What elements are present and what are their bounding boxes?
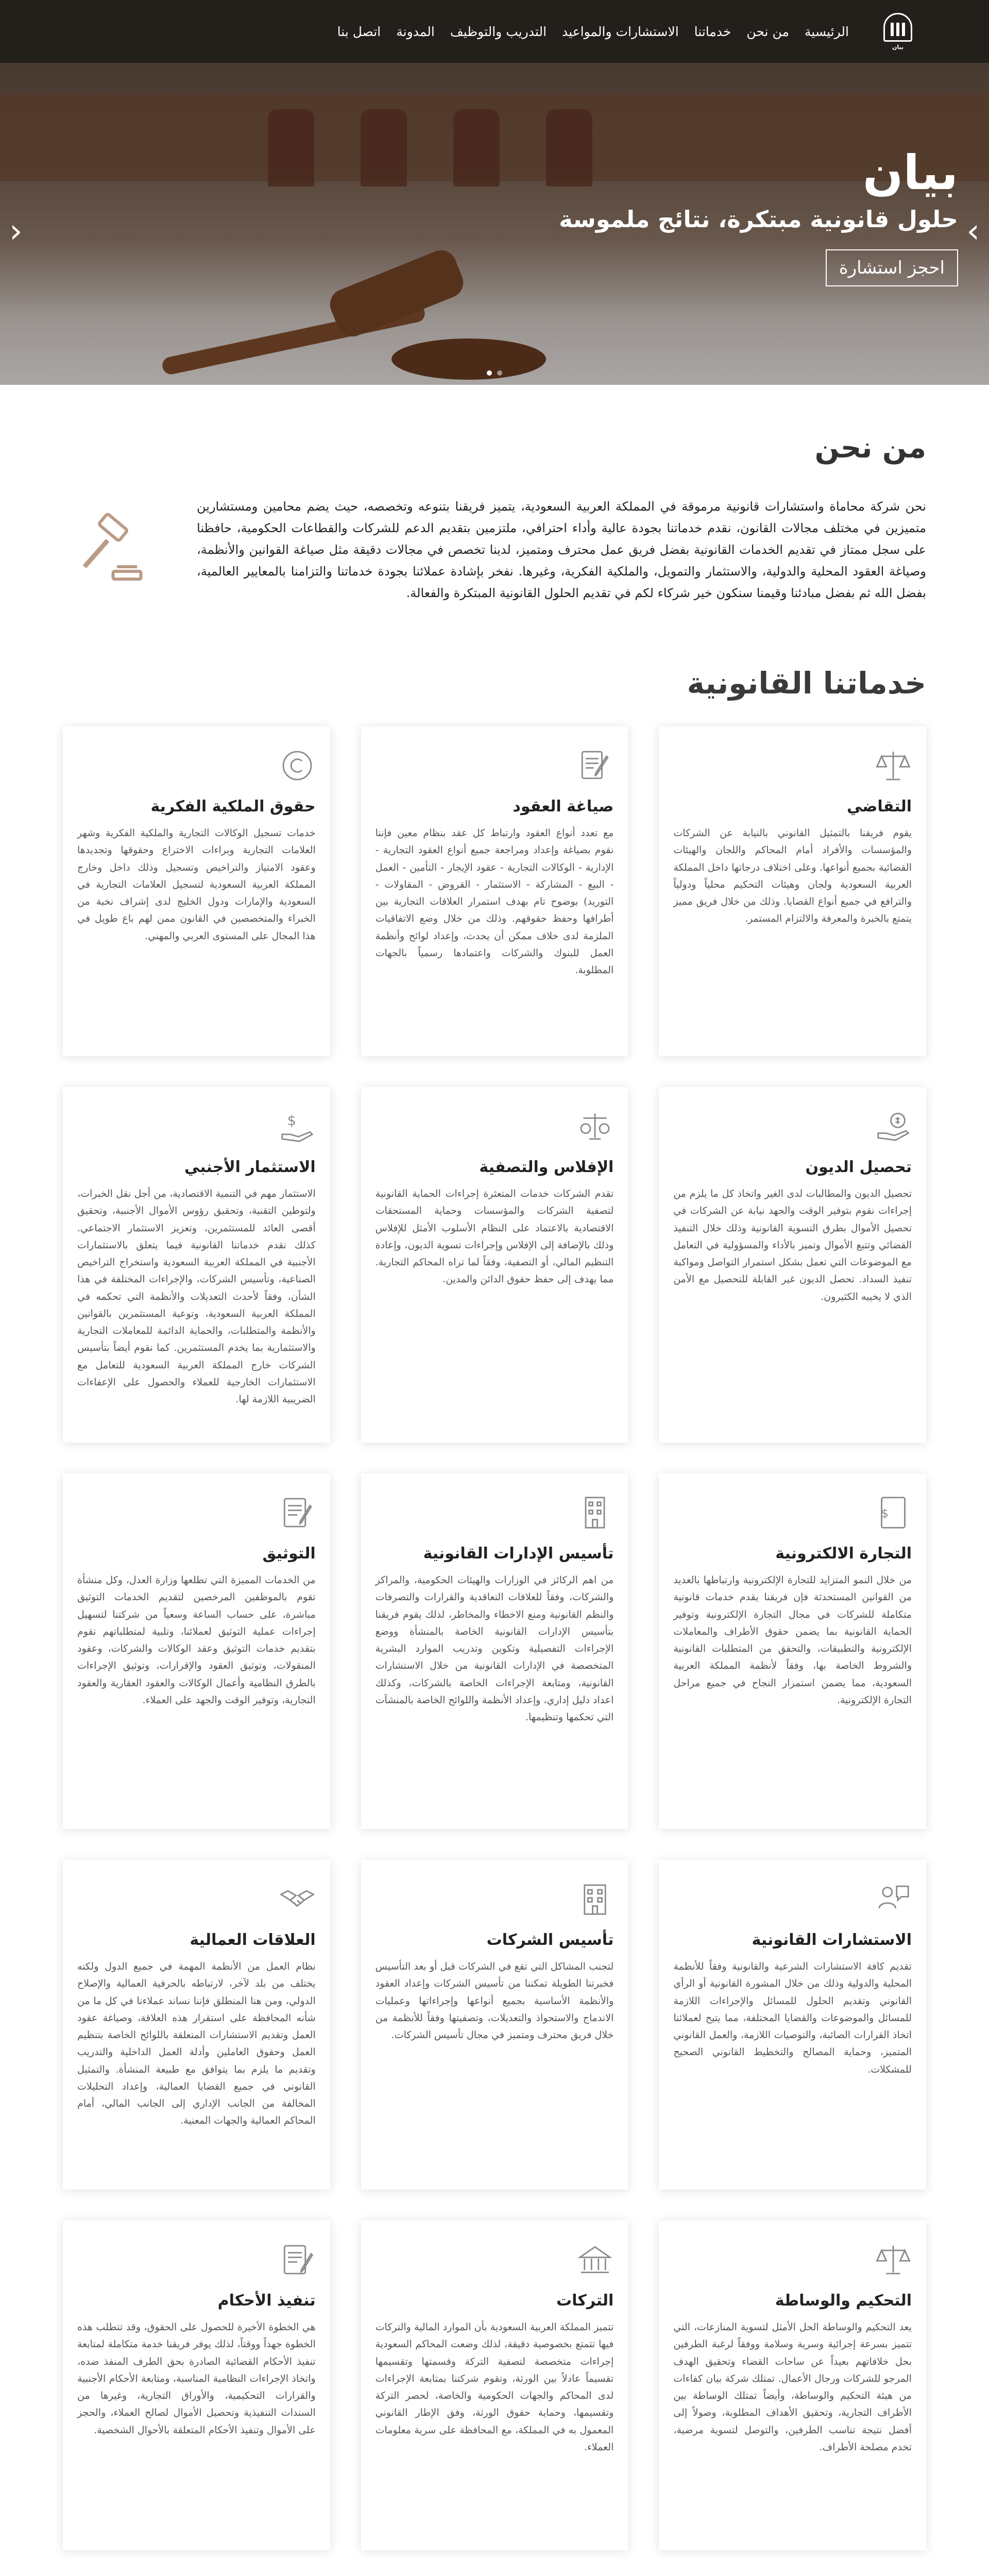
service-text: من اهم الركائز في الوزارات والهيئات الحكومية، والمراكز والشركات، وفقاً للعلاقات التعاقدية والقرارات والتصرفات والنظم القانونية ومنع الاخطاء والمخاطر، لذلك يقوم فريقنا بتأسيس الإدارات القانونية الخاصة بالمنشأة ووضع الإجراءات التفصيلية وتكوين وتدريب الموارد البشرية المتخصصة في الإدارات القانونية من خلال الاستشارات القانونية، ومتابعة الإجراءات الخاصة بالشركات، وكذلك اعداد دليل إداري، وإعداد الأنظمة واللوائح الخاصة بالمنشآت التي تحكمها وتنظيمها. [375, 1574, 614, 1723]
services-grid [63, 726, 926, 2550]
investment-hand-icon [279, 1108, 316, 1145]
nav-link-home[interactable]: الرئيسية [804, 24, 849, 39]
arbitration-scales-icon [875, 2241, 912, 2278]
about-text: نحن شركة محاماة واستشارات قانونية مرموقة في المملكة العربية السعودية، يتميز فريقنا بتنوعه وتخصصه، حيث يضم محامين ومستشارين متميزين في مختلف مجالات القانون، نقدم خدماتنا بجودة عالية وأداء احترافي، ملتزمين بتقديم الدعم للشركات والقطاعات الحكومية، حافظنا على سجل ممتاز في تقديم الخدمات القانونية بفضل فريق عمل محترف ومتميز، لدينا تخصص في مجالات دقيقة مثل صياغة القوانين والأنظمة، وصياغة العقود المحلية والدولية، والاستثمار والتمويل، والملكية الفكرية، وغيرها. نفخر بإشادة عملائنا بجودة خدماتنا والتزامنا بالمعايير العالمية، بفضل الله ثم بفضل مبادئنا وقيمنا سنكون خير شركاء لكم في تقديم الحلول القانونية المبتكرة والفعالة. [197, 499, 926, 600]
service-title: تأسيس الإدارات القانونية [423, 1545, 614, 1563]
logo-text: بيان [892, 43, 904, 50]
service-text: تحصيل الديون والمطالبات لدى الغير واتخاذ كل ما يلزم من إجراءات نقوم بتوفير الوقت والجهد نيابة عن الشركات في تحصيل الأموال بطرق التسوية القانونية وذلك خلال التنفيذ القضائي وتتبع الأموال وتميز بالأداء والمسؤولية في التعامل مع الموضوعات التي تعمل بشكل استمرار التواصل ومواكبة تنفيذ السداد. تحصل الديون غير القابلة للتحصيل مع الأمن الذي لا يخيبه الكثيرون. [673, 1188, 912, 1302]
book-consultation-button[interactable]: احجز استشارة [826, 249, 958, 286]
service-title: حقوق الملكية الفكرية [150, 798, 316, 816]
slider-dot[interactable] [497, 370, 502, 376]
service-text: تقديم كافة الاستشارات الشرعية والقانونية وفقاً للأنظمة المحلية والدولية وذلك من خلال المشورة القانونية أو الرأي القانوني وتقديم الحلول للمسائل والإجراءات اللازمة للمسائل والموضوعات والقضايا المختلفة، مما يتيح لعملائنا اتخاذ القرارات الصائبة، والتوصيات اللازمة، والعمل القانوني المتميز، وحماية المصالح والتخطيط القانوني الصحيح للمشكلات. [673, 1961, 912, 2075]
service-text: نظام العمل من الأنظمة المهمة في جميع الدول ولكنه يختلف من بلد لآخر، لارتباطه بالحرفية العمالية والإصلاح الدولي، ومن هنا المنطلق فإننا نساند عملاءنا في كل ما من شأنه المحافظة على استقرار هذه العلاقة، وصياغة عقود العمل وتقديم الاستشارات المتعلقة باللوائح الخاصة بتنظيم العمل وحقوق العاملين وأدلة العمل الداخلية والتدريب وتقديم ما يلزم بما يتوافق مع طبيعة المنشأة. والتمثيل القانوني في جميع القضايا العمالية، وإعداد التحليلات المخالفة من الجانب الإداري إلى الجانب المالي، أمام المحاكم العمالية والجهات المعنية. [77, 1961, 316, 2127]
service-card-inheritance[interactable] [361, 2221, 628, 2550]
service-text: خدمات تسجيل الوكالات التجارية والملكية الفكرية وشهر العلامات التجارية وبراءات الاختراع وحقوقها وتجديدها وعقود الامتياز والتراخيص وتسجيل وذلك داخل وخارج المملكة العربية السعودية لتسجيل العلامات التجارية في السعودية والإمارات ودول الخليج لدى إشراف نخبة من الخبراء والمتخصصين في القانون ممن لهم باع طويل في هذا المجال على المستوى العربي والمهني. [77, 827, 316, 942]
advice-chat-icon [875, 1880, 912, 1918]
copyright-icon [279, 747, 316, 784]
top-navbar [0, 0, 989, 63]
nav-link-consultations[interactable]: الاستشارات والمواعيد [562, 24, 679, 39]
service-title: تأسيس الشركات [486, 1931, 614, 1949]
service-title: التقاضي [847, 798, 912, 816]
service-title: الاستشارات القانونية [752, 1931, 912, 1949]
nav-link-contact[interactable]: اتصل بنا [337, 24, 381, 39]
service-text: من الخدمات المميزة التي تطلعها وزارة العدل، وكل منشأة تقوم بالموظفين المرخصين لتقديم الخدمات التوثيق مباشرة، على حساب الساعة وسعياً من شركتنا لتسهيل إجراءات عملية التوثيق لعملائنا، وتلبية لمتطلباتهم نقوم بتقديم خدمات التوثيق وعقد الوكالات والشركات، وعقود المنقولات، وتوثيق العقود والإقرارات، وتوثيق الإجراءات بالطرق النظامية وأعمال الوكالات والعقود العقارية والعقود التجارية، وتوفير الوقت والجهد على العملاء. [77, 1574, 316, 1706]
about-title: من نحن [814, 431, 926, 465]
service-title: صياغة العقود [513, 798, 614, 816]
service-text: يقوم فريقنا بالتمثيل القانوني بالنيابة عن الشركات والمؤسسات والأفراد أمام المحاكم واللجان والهيئات القضائية بجميع أنواعها. وعلى اختلاف درجاتها داخل المملكة العربية السعودية ولجان وهيئات التحكيم محلياً ودولياً والترافع في جميع أنواع القضايا. وذلك من خلال فريق مميز يتمتع بالخبرة والمعرفة والالتزام المستمر. [673, 827, 912, 925]
hero-subtitle: حلول قانونية مبتكرة، نتائج ملموسة [559, 206, 958, 233]
nav-link-about[interactable]: من نحن [746, 24, 789, 39]
service-title: العلاقات العمالية [190, 1931, 316, 1949]
service-title: التحكيم والوساطة [775, 2292, 912, 2310]
slider-next-arrow-icon[interactable]: › [966, 212, 980, 250]
service-card-debt[interactable] [659, 1087, 926, 1443]
svg-text:$: $ [287, 1112, 296, 1129]
service-card-labor-relations[interactable] [63, 1860, 330, 2190]
service-title: تنفيذ الأحكام [217, 2292, 316, 2310]
site-logo[interactable] [880, 11, 916, 52]
service-card-arbitration[interactable] [659, 2221, 926, 2550]
service-text: تتميز المملكة العربية السعودية بأن الموارد المالية والتركات فيها تتمتع بخصوصية دقيقة، لذلك وضعت المحاكم السعودية إجراءات متخصصة لتصفية التركة وقسمتها وتقسيمها تقسيماً عادلاً بين الورثة، وتقوم شركتنا بمتابعة الإجراءات لدى المحاكم والجهات الحكومية والخاصة، لحصر التركة وتقسيمها، وحماية حقوق الورثة، وفق الإطار القانوني المعمول به في المملكة، مع المحافظة على سرية معلومات العملاء. [375, 2321, 614, 2453]
svg-text:$: $ [881, 1507, 889, 1520]
notary-doc-icon [279, 1494, 316, 1531]
handshake-icon [279, 1880, 316, 1918]
service-card-litigation[interactable] [659, 726, 926, 1056]
slider-dots [487, 370, 502, 376]
slider-dot-active[interactable] [487, 370, 492, 376]
service-title: الإفلاس والتصفية [479, 1158, 614, 1176]
about-section [0, 385, 989, 645]
ecommerce-icon [875, 1494, 912, 1531]
hero-content [559, 145, 958, 286]
heritage-icon [576, 2241, 613, 2278]
service-card-judgment-enforcement[interactable] [63, 2221, 330, 2550]
slider-prev-arrow-icon[interactable]: ‹ [9, 212, 23, 250]
service-title: الاستثمار الأجنبي [184, 1158, 316, 1176]
service-title: تحصيل الديون [805, 1158, 912, 1176]
service-card-company-formation[interactable] [361, 1860, 628, 2190]
service-text: من خلال النمو المتزايد للتجارة الإلكترونية وارتباطها بالعديد من القوانين المستحدثة فإن فريقنا يقدم خدمات قانونية متكاملة للشركات في مجال التجارة الإلكترونية وتوفير الحماية القانونية بما يضمن حقوق الأطراف والمعاملات الإلكترونية والتطبيقات، والتحقق من المتطلبات القانونية والشروط الخاصة بها، وفقاً لأنظمة المملكة العربية السعودية، مما يضمن استمرار النجاح في جميع مراحل التجارة الإلكترونية. [673, 1574, 912, 1706]
service-title: التجارة الالكترونية [775, 1545, 912, 1563]
service-text: هي الخطوة الأخيرة للحصول على الحقوق، وقد تتطلب هذه الخطوة جهداً ووقتاً، لذلك يوفر فريقنا خدمة متكاملة لمتابعة تنفيذ الأحكام القضائية الصادرة بحق الطرف المنفذ ضده، واتخاذ الإجراءات النظامية المناسبة، ومتابعة الأحكام الأجنبية والقرارات التحكيمية، والأوراق التجارية، وغيرها من السندات التنفيذية وتحصيل الأموال لصالح العملاء، والحجز على الأموال وتنفيذ الأحكام المتعلقة بالأحوال الشخصية. [77, 2321, 316, 2436]
balance-money-icon [576, 1108, 613, 1145]
money-hand-icon [875, 1108, 912, 1145]
service-text: الاستثمار مهم في التنمية الاقتصادية، من أجل نقل الخبرات، ولتوطين التقنية، وتحقيق رؤوس الأموال الأجنبية، وتحقيق أقصى العائد للمستثمرين، وتعزيز الاستثمار الاجتماعي. كذلك نقدم خدماتنا القانونية فيما يتعلق بالاستثمارات الأجنبية في المملكة العربية السعودية واستخراج التراخيص الصناعية، وتأسيس الشركات، والإجراءات المختلفة في هذا الشأن، وفقاً لأحدث التعديلات والأنظمة التي تحكمه في المملكة العربية السعودية، وتوعية المستثمرين بالقوانين والأنظمة والمتطلبات، والحماية الدائمة للمعاملات التجارية والاستثمارية بما يخدم المستثمرين. كما نقوم أيضاً بتأسيس الشركات خارج المملكة العربية السعودية للتعامل مع الاستثمارات الخارجية للعملاء والحصول على الإعفاءات الضريبية اللازمة لها. [77, 1188, 316, 1405]
nav-link-training[interactable]: التدريب والتوظيف [450, 24, 547, 39]
service-card-ip[interactable] [63, 726, 330, 1056]
service-card-bankruptcy[interactable] [361, 1087, 628, 1443]
logo-mark-icon [883, 13, 912, 42]
scales-icon [875, 747, 912, 784]
services-section [0, 645, 989, 2576]
service-card-contracts[interactable] [361, 726, 628, 1056]
service-card-legal-departments[interactable] [361, 1473, 628, 1829]
building-icon [576, 1494, 613, 1531]
service-card-notary[interactable] [63, 1473, 330, 1829]
service-title: التركات [556, 2292, 614, 2310]
nav-link-blog[interactable]: المدونة [396, 24, 435, 39]
service-text: مع تعدد أنواع العقود وارتباط كل عقد بنظام معين فإننا نقوم بصياغة وإعداد ومراجعة جميع أنواع العقود التجارية - الإدارية - الوكالات التجارية - عقود الإيجار - التأمين - العمل - البيع - المشاركة - الاستثمار - القروض - المقاولات - التوريد) بوضوح تام بهدف استمرار العلاقات التجارية بين أطرافها وحفظ حقوقهم. وذلك من خلال وضع الاتفاقيات الملزمة لدى خلاف ممكن أن يحدث، وإعداد لوائح وأنظمة العمل للبنوك والشركات واعتمادها رسمياً بالجهات المطلوبة. [375, 827, 614, 976]
main-nav [337, 24, 849, 39]
service-text: يعد التحكيم والوساطة الحل الأمثل لتسوية المنازعات، التي تتميز بسرعة إجرائية وسرية وسلامة ووفقاً لرغبة الطرفين بحل خلافاتهم بعيداً عن ساحات القضاء وتحقيق الهدف المرجو للشركات ورجال الأعمال. تمتلك شركة بيان كفاءات من هيئة التحكيم والوساطة، وأيضاً تمتلك الوساطة بين الأطراف التجارية، وتحقيق الأهداف المطلوبة، وصولاً إلى أفضل نتيجة تناسب الطرفين، والتوصل لتسوية مرضية، تخدم مصلحة الأطراف. [673, 2321, 912, 2453]
service-card-consultations[interactable] [659, 1860, 926, 2190]
hero-title: بيان [862, 145, 958, 200]
gavel-icon [63, 498, 156, 601]
service-text: لتجنب المشاكل التي تقع في الشركات قبل أو بعد التأسيس فخبرتنا الطويلة تمكننا من تأسيس الشركات وإعداد العقود والأنظمة الأساسية بجميع أنواعها وإجراءاتها وعمليات الاندماج والاستحواذ والتعديلات، وتصفيتها وفقاً للأنظمة من خلال فريق محترف ومتميز في مجال تأسيس الشركات. [375, 1961, 614, 2041]
service-card-ecommerce[interactable] [659, 1473, 926, 1829]
service-card-foreign-investment[interactable] [63, 1087, 330, 1443]
nav-link-services[interactable]: خدماتنا [694, 24, 731, 39]
office-building-icon [576, 1880, 613, 1918]
contract-pen-icon [576, 747, 613, 784]
hero-slider [0, 63, 989, 385]
judgment-doc-icon [279, 2241, 316, 2278]
service-title: التوثيق [262, 1545, 316, 1563]
service-text: تقدم الشركات خدمات المتعثرة إجراءات الحماية القانونية لتصفية الشركات والمؤسسات وحماية المستحقات الاقتصادية بالاعتماد على النظام الأسلوب الأمثل للإفلاس وذلك بالإضافة إلى الإفلاس وإجراءات تسوية الديون، وإعادة التنظيم المالي، أو التصفية، وفقاً لما تراه المحاكم التجارية. مما يهدف إلى حفظ حقوق الدائن والمدين. [375, 1188, 614, 1285]
services-title: خدماتنا القانونية [687, 666, 926, 701]
